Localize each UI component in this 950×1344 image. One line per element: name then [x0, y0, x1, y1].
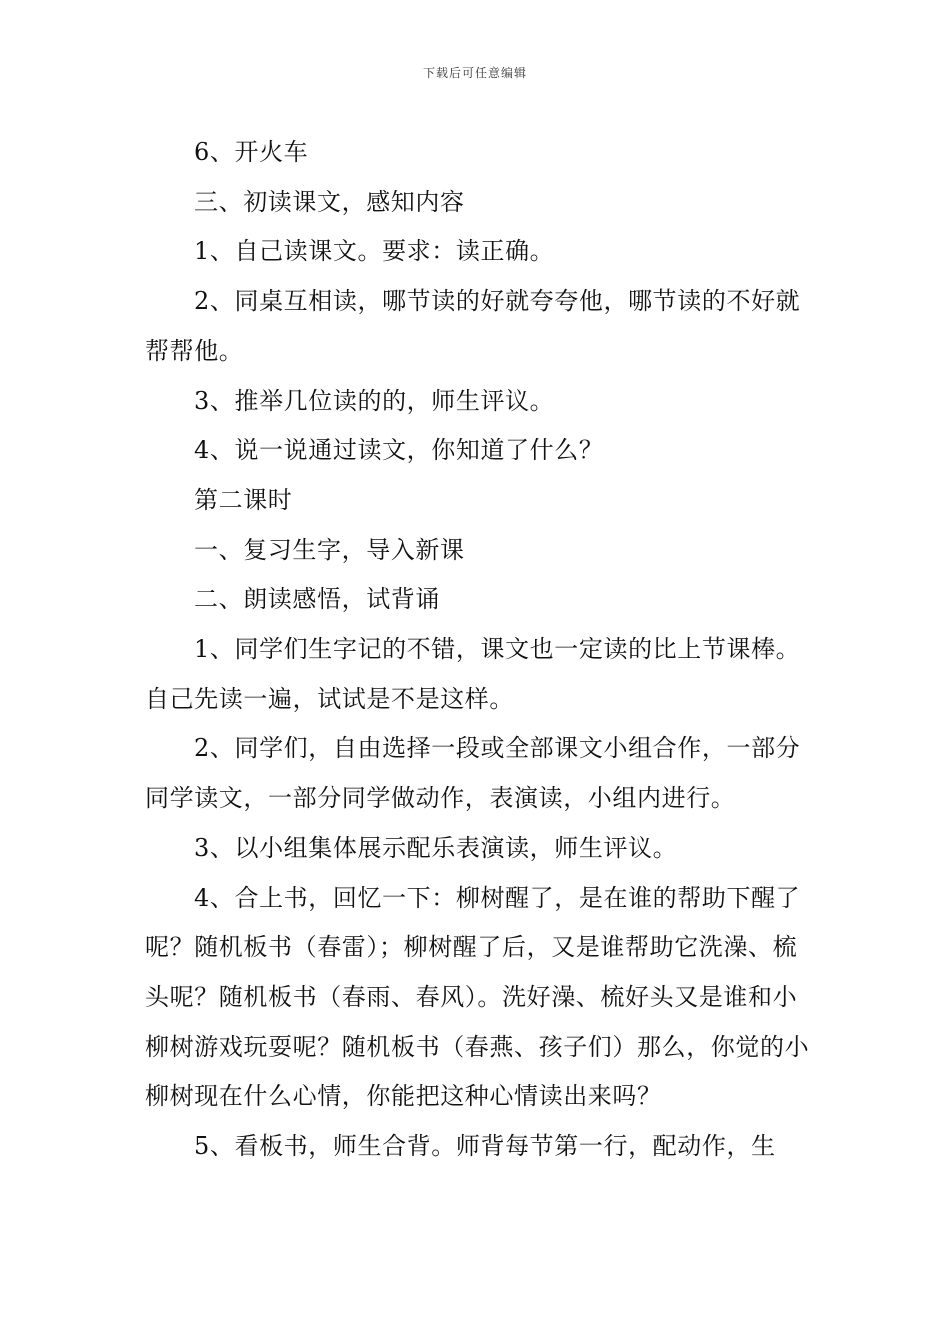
paragraph: 1、同学们生字记的不错，课文也一定读的比上节课棒。自己先读一遍，试试是不是这样。	[145, 635, 801, 713]
section-heading: 二、朗读感悟，试背诵	[194, 585, 440, 614]
paragraph: 5、看板书，师生合背。师背每节第一行，配动作，生	[194, 1132, 776, 1161]
paragraph: 4、说一说通过读文，你知道了什么？	[194, 436, 604, 465]
section-heading: 三、初读课文，感知内容	[194, 187, 465, 216]
document-body	[145, 128, 810, 1172]
paragraph: 1、自己读课文。要求：读正确。	[194, 237, 555, 266]
paragraph: 3、以小组集体展示配乐表演读，师生评议。	[194, 833, 678, 862]
paragraph: 3、推举几位读的的，师生评议。	[194, 386, 555, 415]
section-heading: 一、复习生字，导入新课	[194, 535, 465, 564]
paragraph: 4、合上书，回忆一下：柳树醒了，是在谁的帮助下醒了呢？随机板书（春雷）；柳树醒了后，又是谁帮助它洗澡、梳头呢？随机板书（春雨、春风）。洗好澡、梳好头又是谁和小柳树游戏玩耍呢？随机板书（春燕、孩子们）那么，你觉的小柳树现在什么心情，你能把这种心情读出来吗？	[145, 883, 810, 1111]
paragraph: 2、同桌互相读，哪节读的好就夸夸他，哪节读的不好就帮帮他。	[145, 287, 801, 365]
page-header: 下载后可任意编辑	[422, 66, 527, 80]
lesson-heading: 第二课时	[194, 485, 293, 514]
paragraph: 2、同学们，自由选择一段或全部课文小组合作，一部分同学读文，一部分同学做动作，表演读，小组内进行。	[145, 734, 801, 813]
paragraph: 6、开火车	[194, 138, 309, 166]
